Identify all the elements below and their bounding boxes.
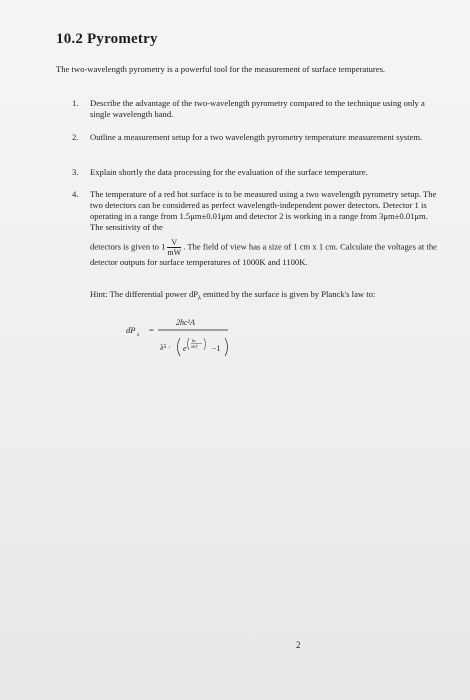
- item-text-part-b: detectors is given to 1: [90, 241, 166, 252]
- formula-exp-denominator: λkT: [191, 344, 198, 349]
- item-number: 1.: [72, 98, 79, 108]
- right-paren: [225, 338, 228, 356]
- hint-prefix: Hint: The differential power dP: [90, 289, 199, 299]
- exp-right-paren: [204, 338, 206, 350]
- formula-lhs-subscript: λ: [137, 332, 140, 338]
- item-text: Describe the advantage of the two-wavelength pyrometry compared to the technique using only a single wavelength band.: [90, 98, 425, 119]
- item-number: 2.: [72, 132, 79, 142]
- formula-exp-numerator: hc: [192, 338, 197, 343]
- item-number: 3.: [72, 167, 79, 177]
- item-text: [90, 189, 442, 268]
- section-title: 10.2 Pyrometry: [56, 31, 158, 47]
- formula-lhs: dP: [126, 325, 136, 335]
- fraction-denominator: mW: [167, 248, 182, 257]
- planck-formula: [122, 314, 262, 364]
- formula-exp-base: e: [183, 344, 187, 353]
- hint-text: [90, 289, 460, 305]
- hint-suffix: emitted by the surface is given by Planck's law to:: [200, 289, 376, 299]
- item-text-part-c: . The field of view has a size of 1 cm x 1 cm. Calculate the voltages at the detector outputs for surface temperatures of 1000K and 1100K.: [90, 241, 437, 267]
- item-text-part-a: The temperature of a red hot surface is to be measured using a two wavelength pyrometry setup. The two detectors can be considered as perfect wavelength-independent power detectors. Detector 1 is operating in a range from 1.5μm±0.01μm and detector 2 is working in a range from 3μm±0.01μm. The sensitivity of the: [90, 189, 437, 232]
- item-number: 4.: [72, 189, 79, 199]
- item-text: Explain shortly the data processing for the evaluation of the surface temperature.: [90, 167, 368, 177]
- sensitivity-line: [90, 238, 442, 268]
- formula-lambda5: λ⁵ ·: [160, 343, 171, 352]
- formula-minus-one: −1: [212, 344, 221, 353]
- formula-equals: =: [149, 325, 154, 335]
- formula-numerator: 2hc²A: [176, 318, 195, 327]
- fraction-numerator: V: [167, 238, 181, 248]
- left-paren: [178, 338, 181, 356]
- item-text: Outline a measurement setup for a two wavelength pyrometry temperature measurement system.: [90, 132, 423, 142]
- exp-left-paren: [188, 338, 190, 350]
- sensitivity-fraction: [167, 238, 181, 257]
- intro-paragraph: The two-wavelength pyrometry is a powerful tool for the measurement of surface temperatures.: [56, 64, 386, 74]
- page-number: 2: [296, 640, 301, 650]
- hint-subscript: λ: [198, 295, 201, 302]
